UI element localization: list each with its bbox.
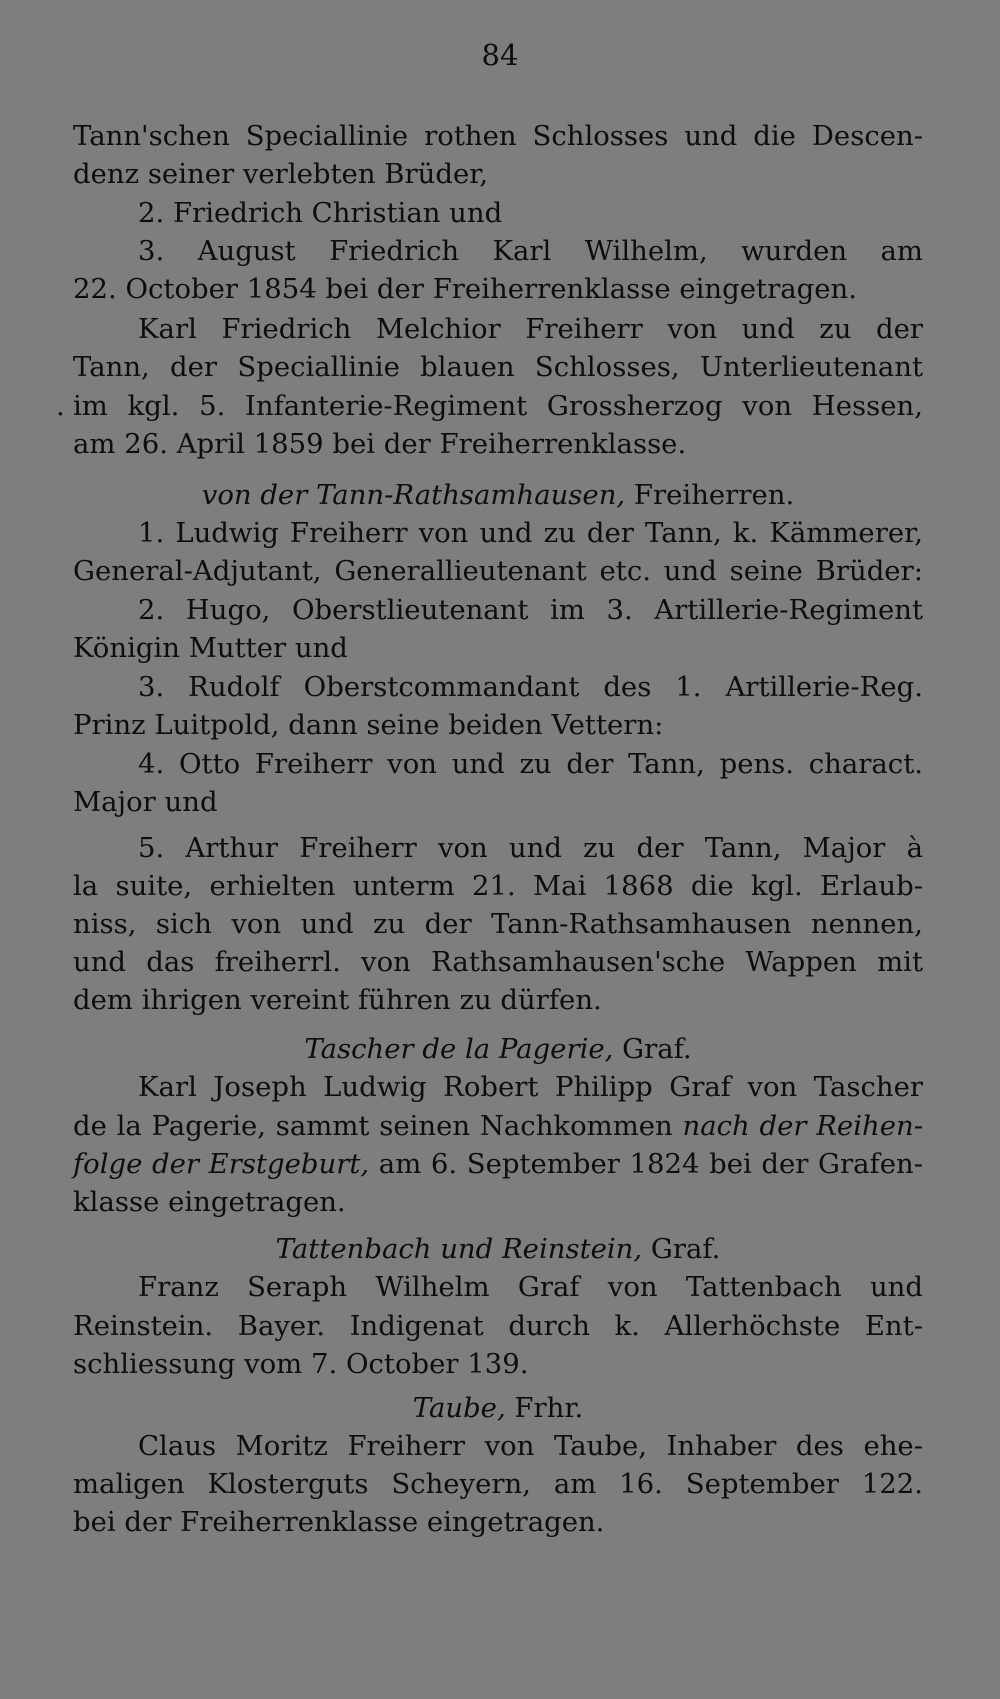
- text-line: de la Pagerie, sammt seinen Nachkommen nach der Reihen-: [73, 1110, 923, 1142]
- text-line: . im kgl. 5. Infanterie-Regiment Grossherzog von Hessen,: [56, 390, 923, 422]
- text-line: Karl Joseph Ludwig Robert Philipp Graf von Tascher: [138, 1071, 923, 1103]
- text-line: denz seiner verlebten Brüder,: [73, 158, 489, 190]
- text-line: 2. Hugo, Oberstlieutenant im 3. Artillerie-Regiment: [138, 594, 923, 626]
- text-line: folge der Erstgeburt, am 6. September 1824 bei der Grafen-: [73, 1148, 923, 1180]
- text-line: 2. Friedrich Christian und: [138, 197, 503, 229]
- text-line: dem ihrigen vereint führen zu dürfen.: [73, 984, 602, 1016]
- text-line: General-Adjutant, Generallieutenant etc. und seine Brüder:: [73, 555, 923, 587]
- text-line: am 26. April 1859 bei der Freiherrenklasse.: [73, 428, 687, 460]
- text-line: Reinstein. Bayer. Indigenat durch k. Allerhöchste Ent-: [73, 1310, 923, 1342]
- section-heading: Taube, Frhr.: [412, 1392, 584, 1424]
- text-line: und das freiherrl. von Rathsamhausen'sche Wappen mit: [73, 946, 923, 978]
- text-line: 5. Arthur Freiherr von und zu der Tann, Major à: [138, 832, 923, 864]
- text-line: Tann'schen Speciallinie rothen Schlosses und die Descen-: [73, 120, 923, 152]
- text-line: Claus Moritz Freiherr von Taube, Inhaber des ehe-: [138, 1430, 923, 1462]
- text-line: 1. Ludwig Freiherr von und zu der Tann, k. Kämmerer,: [138, 517, 923, 549]
- text-line: Major und: [73, 786, 218, 818]
- text-line: Prinz Luitpold, dann seine beiden Vettern:: [73, 709, 664, 741]
- text-line: Tann, der Speciallinie blauen Schlosses, Unterlieutenant: [73, 351, 923, 383]
- text-line: 4. Otto Freiherr von und zu der Tann, pens. charact.: [138, 748, 923, 780]
- text-line: 22. October 1854 bei der Freiherrenklasse eingetragen.: [73, 273, 857, 305]
- text-line: klasse eingetragen.: [73, 1186, 346, 1218]
- section-heading: von der Tann-Rathsamhausen, Freiherren.: [201, 479, 795, 511]
- text-line: Königin Mutter und: [73, 632, 348, 664]
- text-line: bei der Freiherrenklasse eingetragen.: [73, 1506, 605, 1538]
- text-line: maligen Klosterguts Scheyern, am 16. September 122.: [73, 1468, 923, 1500]
- text-line: 3. Rudolf Oberstcommandant des 1. Artillerie-Reg.: [138, 671, 923, 703]
- stray-mark: .: [56, 390, 65, 422]
- text-line: niss, sich von und zu der Tann-Rathsamhausen nennen,: [73, 908, 923, 940]
- section-heading: Tascher de la Pagerie, Graf.: [304, 1033, 692, 1065]
- text-line: Karl Friedrich Melchior Freiherr von und zu der: [138, 313, 923, 345]
- text-line: 3. August Friedrich Karl Wilhelm, wurden am: [138, 235, 923, 267]
- section-heading: Tattenbach und Reinstein, Graf.: [275, 1233, 721, 1265]
- text-line: schliessung vom 7. October 139.: [73, 1348, 529, 1380]
- text-line: Franz Seraph Wilhelm Graf von Tattenbach und: [138, 1271, 923, 1303]
- text-line: la suite, erhielten unterm 21. Mai 1868 die kgl. Erlaub-: [73, 870, 923, 902]
- page-number: 84: [481, 38, 519, 72]
